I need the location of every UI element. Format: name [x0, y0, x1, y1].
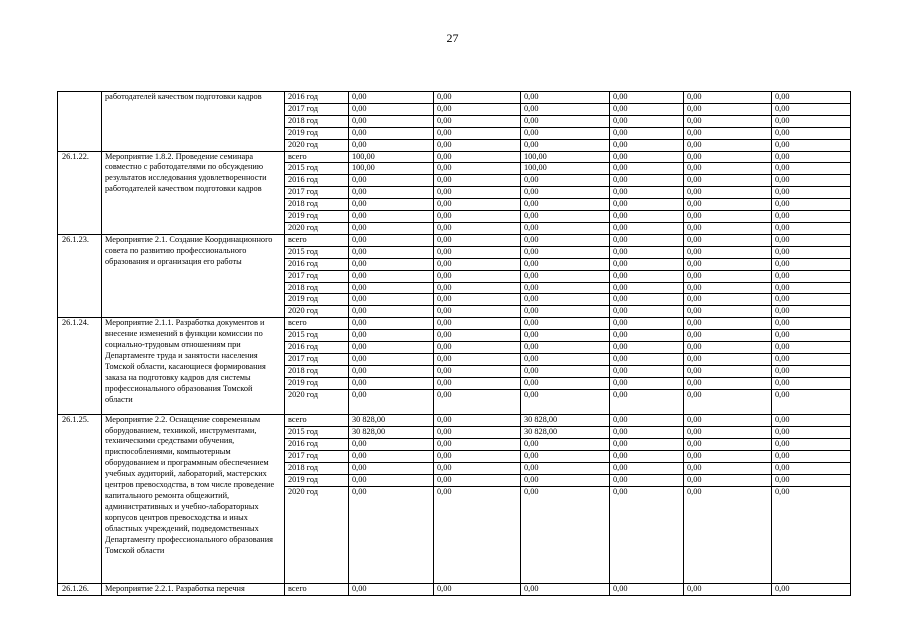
- period-cell: 2016 год: [285, 342, 349, 354]
- amount-cell: 0,00: [772, 282, 851, 294]
- amount-cell: 0,00: [521, 246, 610, 258]
- amount-cell: 0,00: [434, 187, 521, 199]
- period-cell: 2019 год: [285, 211, 349, 223]
- amount-cell: 0,00: [610, 306, 684, 318]
- amount-cell: 0,00: [434, 389, 521, 414]
- amount-cell: 0,00: [521, 187, 610, 199]
- amount-cell: 0,00: [349, 103, 434, 115]
- amount-cell: 0,00: [610, 330, 684, 342]
- amount-cell: 0,00: [521, 270, 610, 282]
- amount-cell: 0,00: [684, 414, 772, 426]
- amount-cell: 0,00: [434, 294, 521, 306]
- amount-cell: 0,00: [434, 353, 521, 365]
- amount-cell: 0,00: [684, 103, 772, 115]
- amount-cell: 0,00: [521, 353, 610, 365]
- amount-cell: 0,00: [772, 414, 851, 426]
- amount-cell: 0,00: [521, 199, 610, 211]
- period-cell: 2016 год: [285, 175, 349, 187]
- item-number: 26.1.26.: [58, 583, 102, 595]
- amount-cell: 0,00: [772, 330, 851, 342]
- amount-cell: 0,00: [772, 103, 851, 115]
- period-cell: 2017 год: [285, 187, 349, 199]
- amount-cell: 0,00: [610, 318, 684, 330]
- amount-cell: 0,00: [521, 282, 610, 294]
- amount-cell: 0,00: [610, 151, 684, 163]
- amount-cell: 0,00: [772, 127, 851, 139]
- amount-cell: 0,00: [684, 450, 772, 462]
- amount-cell: 0,00: [434, 175, 521, 187]
- amount-cell: 100,00: [349, 163, 434, 175]
- activity-name: работодателей качеством подготовки кадров: [102, 92, 285, 152]
- period-cell: 2015 год: [285, 330, 349, 342]
- amount-cell: 0,00: [434, 151, 521, 163]
- amount-cell: 0,00: [434, 234, 521, 246]
- amount-cell: 0,00: [434, 450, 521, 462]
- amount-cell: 0,00: [684, 426, 772, 438]
- amount-cell: 0,00: [610, 258, 684, 270]
- amount-cell: 0,00: [521, 175, 610, 187]
- amount-cell: 0,00: [772, 353, 851, 365]
- amount-cell: 0,00: [772, 151, 851, 163]
- amount-cell: 0,00: [434, 365, 521, 377]
- amount-cell: 0,00: [772, 199, 851, 211]
- amount-cell: 0,00: [772, 139, 851, 151]
- amount-cell: 0,00: [610, 377, 684, 389]
- amount-cell: 0,00: [772, 450, 851, 462]
- amount-cell: 0,00: [684, 163, 772, 175]
- period-cell: 2020 год: [285, 389, 349, 414]
- amount-cell: 30 828,00: [521, 426, 610, 438]
- period-cell: 2019 год: [285, 127, 349, 139]
- amount-cell: 0,00: [521, 377, 610, 389]
- amount-cell: 0,00: [521, 92, 610, 104]
- table-row: [58, 92, 851, 104]
- amount-cell: 0,00: [772, 92, 851, 104]
- amount-cell: 0,00: [434, 426, 521, 438]
- amount-cell: 0,00: [610, 139, 684, 151]
- amount-cell: 0,00: [349, 222, 434, 234]
- amount-cell: 0,00: [349, 211, 434, 223]
- amount-cell: 0,00: [610, 199, 684, 211]
- amount-cell: 0,00: [349, 365, 434, 377]
- amount-cell: 0,00: [772, 294, 851, 306]
- amount-cell: 0,00: [772, 258, 851, 270]
- amount-cell: 0,00: [772, 115, 851, 127]
- amount-cell: 0,00: [684, 474, 772, 486]
- amount-cell: 0,00: [434, 377, 521, 389]
- item-number: 26.1.24.: [58, 318, 102, 414]
- amount-cell: 0,00: [610, 583, 684, 595]
- amount-cell: 0,00: [349, 462, 434, 474]
- item-number: 26.1.22.: [58, 151, 102, 234]
- amount-cell: 0,00: [610, 234, 684, 246]
- amount-cell: 0,00: [772, 163, 851, 175]
- amount-cell: 0,00: [521, 127, 610, 139]
- amount-cell: 0,00: [684, 151, 772, 163]
- amount-cell: 0,00: [684, 486, 772, 583]
- period-cell: 2018 год: [285, 365, 349, 377]
- activity-name: Мероприятие 2.2.1. Разработка перечня: [102, 583, 285, 595]
- period-cell: 2016 год: [285, 438, 349, 450]
- amount-cell: 30 828,00: [349, 426, 434, 438]
- amount-cell: 0,00: [772, 342, 851, 354]
- period-cell: 2018 год: [285, 115, 349, 127]
- amount-cell: 0,00: [434, 474, 521, 486]
- amount-cell: 0,00: [772, 389, 851, 414]
- amount-cell: 0,00: [521, 438, 610, 450]
- amount-cell: 0,00: [521, 486, 610, 583]
- period-cell: 2015 год: [285, 163, 349, 175]
- table-row: [58, 151, 851, 163]
- amount-cell: 0,00: [610, 450, 684, 462]
- amount-cell: 0,00: [349, 377, 434, 389]
- amount-cell: 0,00: [434, 414, 521, 426]
- amount-cell: 0,00: [610, 438, 684, 450]
- amount-cell: 0,00: [610, 365, 684, 377]
- amount-cell: 0,00: [521, 306, 610, 318]
- period-cell: 2020 год: [285, 486, 349, 583]
- item-number: 26.1.25.: [58, 414, 102, 583]
- table-row: [58, 234, 851, 246]
- period-cell: всего: [285, 151, 349, 163]
- amount-cell: 0,00: [521, 258, 610, 270]
- amount-cell: 0,00: [610, 474, 684, 486]
- amount-cell: 0,00: [349, 583, 434, 595]
- period-cell: 2017 год: [285, 450, 349, 462]
- amount-cell: 0,00: [772, 438, 851, 450]
- amount-cell: 0,00: [610, 103, 684, 115]
- amount-cell: 0,00: [349, 175, 434, 187]
- amount-cell: 0,00: [349, 318, 434, 330]
- period-cell: 2015 год: [285, 246, 349, 258]
- amount-cell: 0,00: [772, 306, 851, 318]
- period-cell: 2017 год: [285, 270, 349, 282]
- amount-cell: 0,00: [684, 211, 772, 223]
- amount-cell: 0,00: [349, 342, 434, 354]
- amount-cell: 0,00: [349, 450, 434, 462]
- period-cell: всего: [285, 234, 349, 246]
- period-cell: 2015 год: [285, 426, 349, 438]
- amount-cell: 30 828,00: [349, 414, 434, 426]
- period-cell: 2018 год: [285, 462, 349, 474]
- amount-cell: 0,00: [434, 330, 521, 342]
- amount-cell: 0,00: [684, 115, 772, 127]
- table-row: [58, 583, 851, 595]
- amount-cell: 0,00: [610, 426, 684, 438]
- amount-cell: 0,00: [772, 426, 851, 438]
- amount-cell: 0,00: [684, 199, 772, 211]
- period-cell: 2017 год: [285, 353, 349, 365]
- period-cell: 2016 год: [285, 92, 349, 104]
- amount-cell: 0,00: [772, 175, 851, 187]
- amount-cell: 0,00: [610, 127, 684, 139]
- amount-cell: 0,00: [349, 115, 434, 127]
- period-cell: 2018 год: [285, 199, 349, 211]
- amount-cell: 0,00: [521, 389, 610, 414]
- amount-cell: 0,00: [434, 222, 521, 234]
- amount-cell: 0,00: [772, 246, 851, 258]
- amount-cell: 0,00: [349, 187, 434, 199]
- amount-cell: 0,00: [521, 583, 610, 595]
- amount-cell: 0,00: [684, 389, 772, 414]
- amount-cell: 0,00: [349, 294, 434, 306]
- amount-cell: 0,00: [434, 583, 521, 595]
- period-cell: 2020 год: [285, 306, 349, 318]
- amount-cell: 0,00: [434, 92, 521, 104]
- amount-cell: 0,00: [772, 270, 851, 282]
- amount-cell: 0,00: [772, 211, 851, 223]
- amount-cell: 0,00: [521, 462, 610, 474]
- amount-cell: 0,00: [610, 282, 684, 294]
- amount-cell: 0,00: [684, 462, 772, 474]
- amount-cell: 0,00: [684, 330, 772, 342]
- amount-cell: 0,00: [610, 211, 684, 223]
- amount-cell: 0,00: [349, 389, 434, 414]
- amount-cell: 0,00: [610, 353, 684, 365]
- period-cell: 2020 год: [285, 222, 349, 234]
- amount-cell: 0,00: [772, 365, 851, 377]
- amount-cell: 0,00: [610, 92, 684, 104]
- table-row: [58, 318, 851, 330]
- period-cell: 2019 год: [285, 294, 349, 306]
- amount-cell: 0,00: [434, 282, 521, 294]
- amount-cell: 0,00: [684, 318, 772, 330]
- budget-table: [57, 91, 851, 596]
- amount-cell: 0,00: [684, 246, 772, 258]
- amount-cell: 0,00: [772, 187, 851, 199]
- amount-cell: 0,00: [610, 270, 684, 282]
- amount-cell: 0,00: [772, 462, 851, 474]
- amount-cell: 0,00: [684, 306, 772, 318]
- amount-cell: 0,00: [521, 222, 610, 234]
- amount-cell: 0,00: [434, 258, 521, 270]
- period-cell: 2019 год: [285, 474, 349, 486]
- item-number: [58, 92, 102, 152]
- amount-cell: 0,00: [521, 211, 610, 223]
- amount-cell: 0,00: [434, 306, 521, 318]
- amount-cell: 0,00: [521, 234, 610, 246]
- amount-cell: 0,00: [772, 234, 851, 246]
- amount-cell: 0,00: [434, 211, 521, 223]
- amount-cell: 0,00: [349, 139, 434, 151]
- amount-cell: 0,00: [521, 294, 610, 306]
- amount-cell: 0,00: [521, 342, 610, 354]
- amount-cell: 0,00: [684, 187, 772, 199]
- amount-cell: 0,00: [772, 583, 851, 595]
- amount-cell: 0,00: [521, 474, 610, 486]
- amount-cell: 0,00: [521, 450, 610, 462]
- amount-cell: 0,00: [521, 139, 610, 151]
- amount-cell: 0,00: [610, 163, 684, 175]
- period-cell: 2018 год: [285, 282, 349, 294]
- amount-cell: 0,00: [349, 127, 434, 139]
- amount-cell: 0,00: [434, 103, 521, 115]
- activity-name: Мероприятие 2.2. Оснащение современным оборудованием, техникой, инструментами, техническими средствами обучения, приспособлениями, компьютерным оборудованием и программным обеспечением учебных аудиторий, лабораторий, мастерских центров превосходства, в том числе проведение капитального ремонта общежитий, административных и учебно-лабораторных корпусов центров превосходства и иных областных учреждений, подведомственных Департаменту профессионального образования Томской области: [102, 414, 285, 583]
- amount-cell: 0,00: [772, 486, 851, 583]
- amount-cell: 0,00: [349, 306, 434, 318]
- amount-cell: 0,00: [349, 282, 434, 294]
- amount-cell: 0,00: [434, 127, 521, 139]
- amount-cell: 0,00: [434, 462, 521, 474]
- page-number: 27: [446, 31, 459, 45]
- amount-cell: 0,00: [684, 438, 772, 450]
- amount-cell: 0,00: [610, 342, 684, 354]
- amount-cell: 0,00: [684, 270, 772, 282]
- amount-cell: 0,00: [684, 175, 772, 187]
- amount-cell: 0,00: [684, 365, 772, 377]
- amount-cell: 0,00: [434, 342, 521, 354]
- amount-cell: 0,00: [434, 438, 521, 450]
- amount-cell: 0,00: [684, 127, 772, 139]
- amount-cell: 0,00: [349, 199, 434, 211]
- amount-cell: 0,00: [610, 222, 684, 234]
- amount-cell: 0,00: [434, 139, 521, 151]
- amount-cell: 0,00: [434, 163, 521, 175]
- amount-cell: 0,00: [434, 115, 521, 127]
- amount-cell: 30 828,00: [521, 414, 610, 426]
- item-number: 26.1.23.: [58, 234, 102, 317]
- period-cell: 2019 год: [285, 377, 349, 389]
- amount-cell: 0,00: [349, 438, 434, 450]
- amount-cell: 0,00: [521, 365, 610, 377]
- amount-cell: 0,00: [684, 92, 772, 104]
- period-cell: всего: [285, 318, 349, 330]
- amount-cell: 0,00: [434, 318, 521, 330]
- amount-cell: 0,00: [349, 234, 434, 246]
- amount-cell: 0,00: [349, 270, 434, 282]
- amount-cell: 0,00: [772, 318, 851, 330]
- amount-cell: 0,00: [521, 330, 610, 342]
- amount-cell: 0,00: [772, 474, 851, 486]
- amount-cell: 0,00: [434, 246, 521, 258]
- amount-cell: 0,00: [684, 342, 772, 354]
- activity-name: Мероприятие 2.1. Создание Координационного совета по развитию профессионального образования и организация его работы: [102, 234, 285, 317]
- amount-cell: 0,00: [610, 414, 684, 426]
- amount-cell: 0,00: [349, 246, 434, 258]
- amount-cell: 0,00: [684, 139, 772, 151]
- amount-cell: 0,00: [610, 294, 684, 306]
- period-cell: 2016 год: [285, 258, 349, 270]
- amount-cell: 0,00: [610, 246, 684, 258]
- period-cell: 2020 год: [285, 139, 349, 151]
- amount-cell: 0,00: [684, 353, 772, 365]
- amount-cell: 0,00: [521, 103, 610, 115]
- amount-cell: 0,00: [349, 258, 434, 270]
- amount-cell: 100,00: [521, 151, 610, 163]
- amount-cell: 0,00: [772, 222, 851, 234]
- amount-cell: 0,00: [684, 234, 772, 246]
- amount-cell: 0,00: [434, 270, 521, 282]
- amount-cell: 0,00: [610, 486, 684, 583]
- amount-cell: 0,00: [349, 92, 434, 104]
- amount-cell: 0,00: [610, 462, 684, 474]
- amount-cell: 0,00: [521, 115, 610, 127]
- activity-name: Мероприятие 2.1.1. Разработка документов и внесение изменений в функции комиссии по социально-трудовым отношениям при Департаменте труда и занятости населения Томской области, касающиеся формирования заказа на подготовку кадров для системы профессионального образования Томской области: [102, 318, 285, 414]
- amount-cell: 0,00: [684, 258, 772, 270]
- amount-cell: 0,00: [684, 377, 772, 389]
- amount-cell: 0,00: [434, 199, 521, 211]
- amount-cell: 0,00: [349, 330, 434, 342]
- amount-cell: 0,00: [684, 282, 772, 294]
- amount-cell: 0,00: [610, 187, 684, 199]
- amount-cell: 0,00: [684, 222, 772, 234]
- amount-cell: 0,00: [349, 474, 434, 486]
- table-row: [58, 414, 851, 426]
- amount-cell: 0,00: [610, 389, 684, 414]
- period-cell: всего: [285, 583, 349, 595]
- activity-name: Мероприятие 1.8.2. Проведение семинара совместно с работодателями по обсуждению результатов исследования удовлетворенности работодателей качеством подготовки кадров: [102, 151, 285, 234]
- amount-cell: 0,00: [610, 115, 684, 127]
- amount-cell: 100,00: [349, 151, 434, 163]
- period-cell: всего: [285, 414, 349, 426]
- period-cell: 2017 год: [285, 103, 349, 115]
- amount-cell: 0,00: [684, 294, 772, 306]
- amount-cell: 0,00: [772, 377, 851, 389]
- amount-cell: 0,00: [521, 318, 610, 330]
- amount-cell: 0,00: [434, 486, 521, 583]
- amount-cell: 100,00: [521, 163, 610, 175]
- amount-cell: 0,00: [349, 353, 434, 365]
- amount-cell: 0,00: [610, 175, 684, 187]
- amount-cell: 0,00: [684, 583, 772, 595]
- amount-cell: 0,00: [349, 486, 434, 583]
